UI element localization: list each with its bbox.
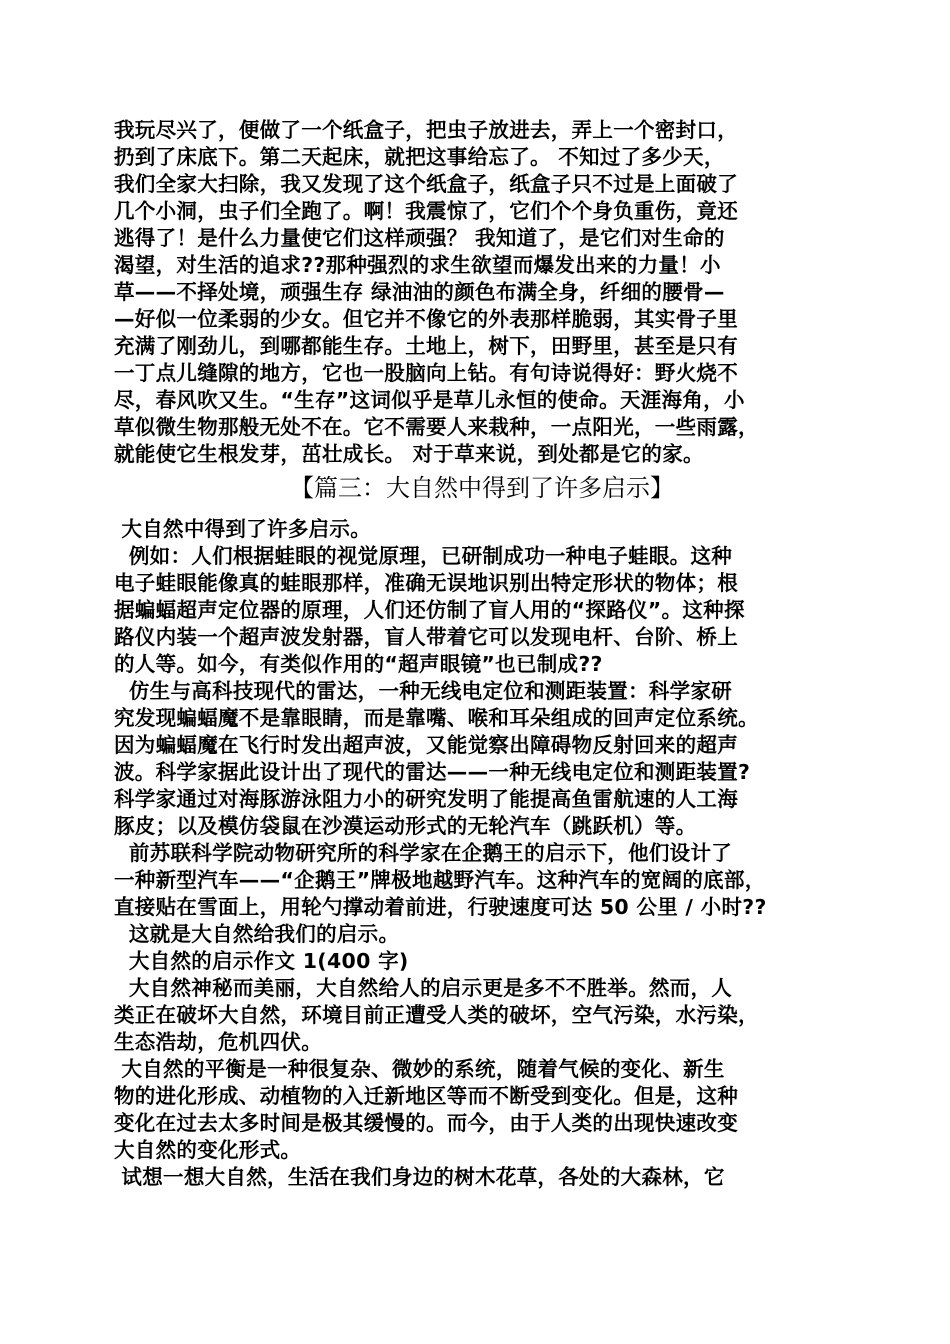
- text-line: 试想一想大自然，生活在我们身边的树木花草，各处的大森林，它: [114, 1165, 725, 1189]
- text-line: 扔到了床底下。第二天起床，就把这事给忘了。 不知过了多少天，: [114, 145, 725, 169]
- text-line: 充满了刚劲儿，到哪都能生存。土地上，树下，田野里，甚至是只有: [114, 334, 738, 358]
- text-line: 据蝙蝠超声定位器的原理，人们还仿制了盲人用的“探路仪”。这种探: [114, 598, 745, 622]
- text-line: —好似一位柔弱的少女。但它并不像它的外表那样脆弱，其实骨子里: [114, 307, 738, 331]
- text-line: 草似微生物那般无处不在。它不需要人来栽种，一点阳光，一些雨露，: [114, 415, 759, 439]
- text-line: 大自然神秘而美丽，大自然给人的启示更是多不不胜举。然而，人: [114, 976, 733, 1000]
- text-line: 物的进化形成、动植物的入迁新地区等而不断受到变化。但是，这种: [114, 1084, 738, 1108]
- text-line: 仿生与高科技现代的雷达，一种无线电定位和测距装置：科学家研: [114, 679, 733, 703]
- paragraph-nature-inspiration: [114, 516, 850, 1191]
- paragraph-story: [114, 117, 850, 468]
- text-line: 的人等。如今，有类似作用的“超声眼镜”也已制成??: [114, 652, 603, 676]
- text-line: 究发现蝙蝠魔不是靠眼睛，而是靠嘴、喉和耳朵组成的回声定位系统。: [114, 706, 759, 730]
- text-line: 直接贴在雪面上，用轮勺撑动着前进，行驶速度可达 50 公里 / 小时??: [114, 895, 767, 919]
- text-line: 就能使它生根发芽，茁壮成长。 对于草来说，到处都是它的家。: [114, 442, 704, 466]
- text-line: 豚皮；以及模仿袋鼠在沙漠运动形式的无轮汽车（跳跃机）等。: [114, 814, 697, 838]
- text-line: 逃得了！是什么力量使它们这样顽强？ 我知道了，是它们对生命的: [114, 226, 725, 250]
- text-line: 大自然的变化形式。: [114, 1138, 302, 1162]
- text-line: 我们全家大扫除，我又发现了这个纸盒子，纸盒子只不过是上面破了: [114, 172, 738, 196]
- text-line: 科学家通过对海豚游泳阻力小的研究发明了能提高鱼雷航速的人工海: [114, 787, 738, 811]
- text-line: 波。科学家据此设计出了现代的雷达——一种无线电定位和测距装置?: [114, 760, 751, 784]
- text-line: 大自然的启示作文 1(400 字): [114, 949, 409, 973]
- text-line: 这就是大自然给我们的启示。: [114, 922, 400, 946]
- text-line: 渴望，对生活的追求??那种强烈的求生欲望而爆发出来的力量！小: [114, 253, 721, 277]
- section-heading: 【篇三：大自然中得到了许多启示】: [290, 474, 674, 502]
- text-line: 类正在破坏大自然，环境目前正遭受人类的破坏，空气污染，水污染，: [114, 1003, 759, 1027]
- text-line: 草——不择处境，顽强生存 绿油油的颜色布满全身，纤细的腰骨—: [114, 280, 725, 304]
- text-line: 生态浩劫，危机四伏。: [114, 1030, 322, 1054]
- text-line: 大自然中得到了许多启示。: [114, 517, 372, 541]
- text-line: 前苏联科学院动物研究所的科学家在企鹅王的启示下，他们设计了: [114, 841, 733, 865]
- text-line: 因为蝙蝠魔在飞行时发出超声波，又能觉察出障碍物反射回来的超声: [114, 733, 738, 757]
- text-line: 几个小洞，虫子们全跑了。啊！我震惊了，它们个个身负重伤，竟还: [114, 199, 738, 223]
- text-line: 路仪内装一个超声波发射器，盲人带着它可以发现电杆、台阶、桥上: [114, 625, 738, 649]
- text-line: 变化在过去太多时间是极其缓慢的。而今，由于人类的出现快速改变: [114, 1111, 738, 1135]
- text-line: 我玩尽兴了，便做了一个纸盒子，把虫子放进去，弄上一个密封口，: [114, 118, 738, 142]
- text-line: 电子蛙眼能像真的蛙眼那样，准确无误地识别出特定形状的物体；根: [114, 571, 738, 595]
- document-page: [114, 117, 850, 1191]
- text-line: 尽，春风吹又生。“生存”这词似乎是草儿永恒的使命。天涯海角，小: [114, 388, 745, 412]
- text-line: 一种新型汽车——“企鹅王”牌极地越野汽车。这种汽车的宽阔的底部，: [114, 868, 766, 892]
- text-line: 一丁点儿缝隙的地方，它也一股脑向上钻。有句诗说得好：野火烧不: [114, 361, 738, 385]
- text-line: 大自然的平衡是一种很复杂、微妙的系统，随着气候的变化、新生: [114, 1057, 725, 1081]
- text-line: 例如：人们根据蛙眼的视觉原理，已研制成功一种电子蛙眼。这种: [114, 544, 733, 568]
